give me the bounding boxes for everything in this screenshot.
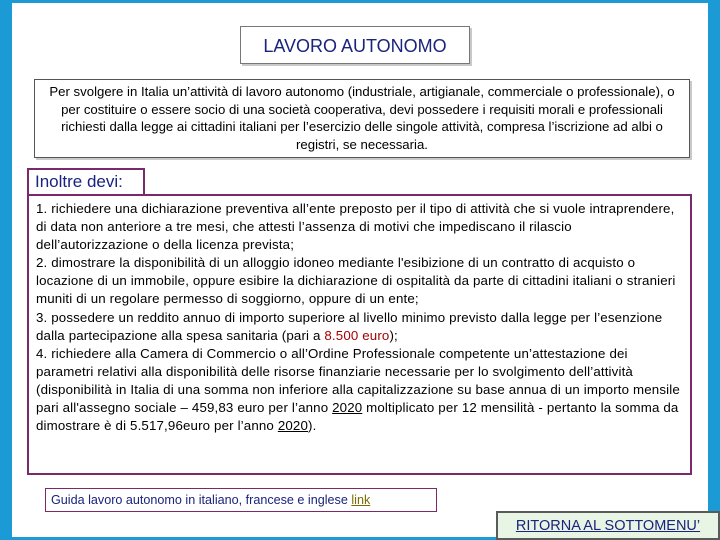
requirements-list <box>27 194 692 475</box>
guide-link[interactable]: link <box>351 493 371 507</box>
list-item-text: 3. possedere un reddito annuo di importo superiore al livello minimo previsto dalla legge per l’esenzione dalla partecipazione alla spesa sanitaria (pari a <box>36 309 663 343</box>
income-amount: 8.500 euro <box>324 327 390 343</box>
also-heading: Inoltre devi: <box>27 168 145 196</box>
list-item-text: ). <box>308 418 317 434</box>
back-to-submenu-button[interactable]: RITORNA AL SOTTOMENU’ <box>496 511 720 540</box>
list-item <box>36 309 684 345</box>
guide-text: Guida lavoro autonomo in italiano, francese e inglese <box>51 493 352 507</box>
year-reference: 2020 <box>277 418 308 434</box>
list-item-text: moltiplicato per 12 mensilità - pertanto la somma da dimostrare è di 5.517,96euro per l’anno <box>36 400 679 434</box>
list-item: 1. richiedere una dichiarazione preventiva all’ente preposto per il tipo di attività che si vuole intraprendere, di data non anteriore a tre mesi, che attesti l’assenza di motivi che impediscano il rilascio dell’autorizzazione o della licenza prevista; <box>36 201 675 253</box>
guide-box <box>45 488 437 512</box>
list-item-text: 4. richiedere alla Camera di Commercio o all’Ordine Professionale competente un’attestazione dei parametri relativi alla disponibilità delle risorse finanziarie necessarie per lo svolgimento dell’attività (disponibilità in Italia di una somma non inferiore alla capitalizzazione su base annua di un importo mensile pari all'assegno sociale – 459,83 euro per l’anno <box>36 345 680 416</box>
year-reference: 2020 <box>332 400 363 416</box>
list-item-text: ); <box>389 327 398 343</box>
list-item <box>36 345 684 435</box>
page-title: LAVORO AUTONOMO <box>240 26 470 64</box>
intro-paragraph: Per svolgere in Italia un’attività di lavoro autonomo (industriale, artigianale, commerciale o professionale), o per costituire o essere socio di una società cooperativa, devi possedere i requisiti morali e professionali richiesti dalla legge ai cittadini italiani per l’esercizio delle singole attività, compresa l’iscrizione ad albi o registri, se necessaria. <box>34 79 690 158</box>
list-item: 2. dimostrare la disponibilità di un alloggio idoneo mediante l'esibizione di un contratto di acquisto o locazione di un immobile, oppure esibire la dichiarazione di ospitalità da parte di cittadini italiani o stranieri muniti di un regolare permesso di soggiorno, oppure di un ente; <box>36 255 676 307</box>
